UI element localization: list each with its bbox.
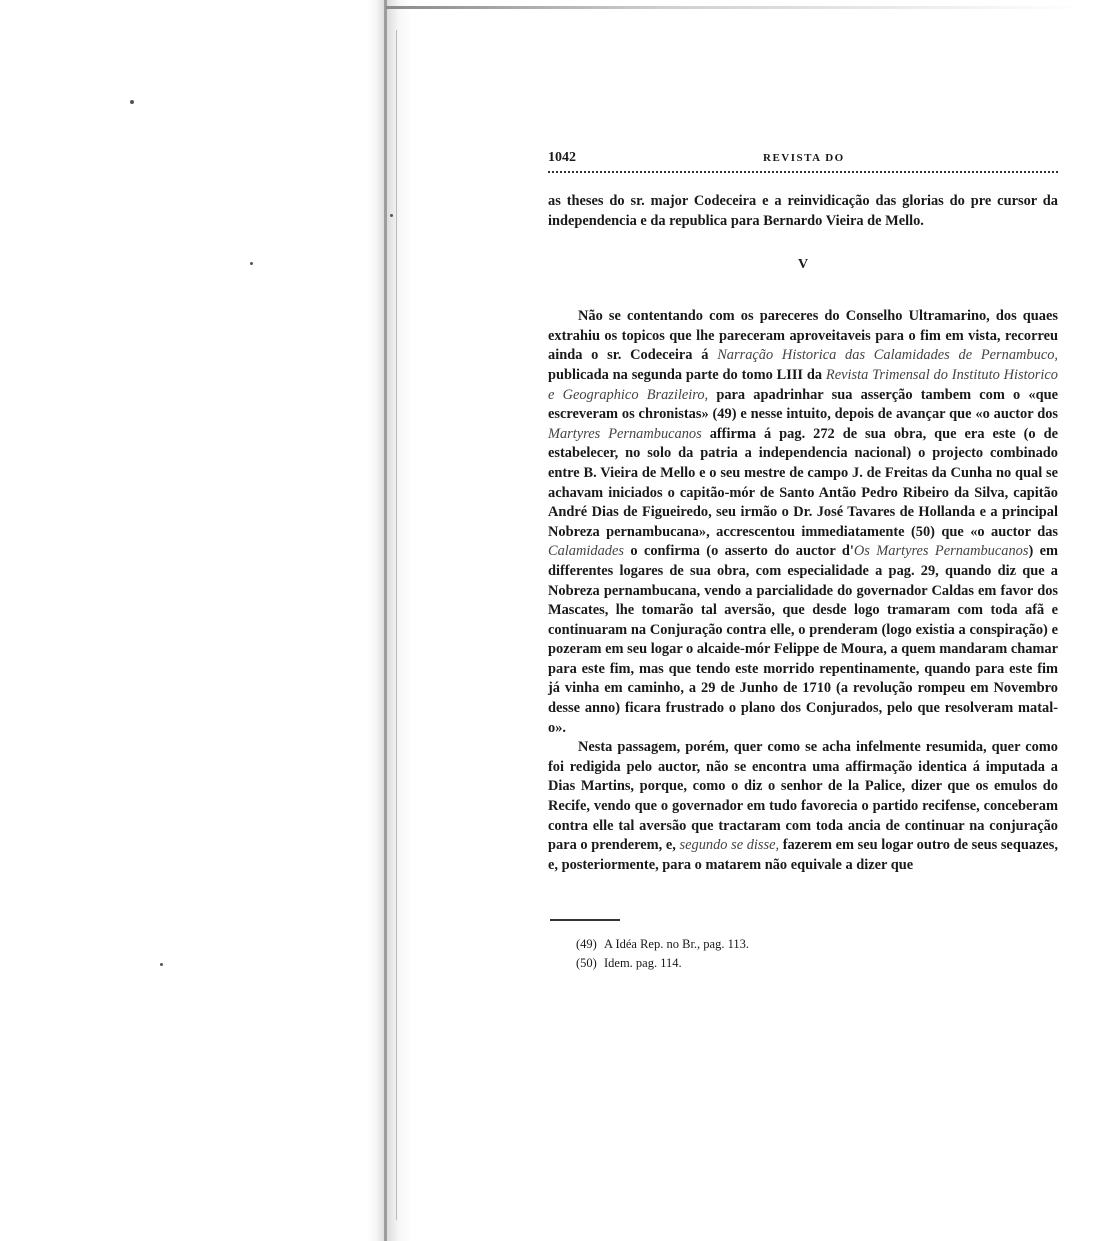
book-gutter: [368, 0, 412, 1241]
paragraph-text: para apadrinhar sua asserção tambem com o «que escreveram os chronistas» (49) e nesse intuito, depois de avançar que «o auctor dos: [548, 386, 1058, 423]
footnote-rule: [550, 919, 620, 921]
section-number: V: [797, 257, 809, 273]
footnote-number: (49): [576, 937, 597, 952]
paragraph-text: affirma á pag. 272 de sua obra, que era este (o de estabelecer, no solo da patria a independencia nacional) o projecto combinado entre B. Vieira de Mello e o seu mestre de campo J. de Freitas da Cunha no qual se achavam iniciados o capitão-mór de Santo Antão Pedro Ribeiro da Silva, capitão André Dias de Figueiredo, seu irmão o Dr. José Tavares de Hollanda e a principal Nobreza pernambucana», accrescentou immediatamente (50) que «o auctor das: [548, 425, 1058, 540]
scan-speck: [390, 214, 393, 217]
footnote: [576, 954, 1058, 973]
footnote-text: Idem. pag. 114.: [604, 956, 682, 971]
paragraph-2: [548, 738, 1058, 875]
scan-speck: [130, 100, 134, 104]
paragraph-1: [548, 307, 1058, 738]
paragraph-text: publicada na segunda parte do tomo LIII da: [548, 366, 826, 383]
footnote: [576, 935, 1058, 954]
footnote-number: (50): [576, 956, 597, 971]
binding-shadow: [384, 0, 387, 1241]
journal-title: REVISTA DO: [763, 152, 845, 164]
book-page: [548, 146, 1058, 973]
paragraph-text: Não se contentando com os pareceres do Conselho Ultramarino, dos quaes extrahiu os topicos que lhe pareceram aproveitaveis para o fim em vista, recorreu ainda o sr. Codeceira á: [548, 308, 1058, 364]
paragraph-text: fazerem em seu logar outro de seus sequazes, e, posteriormente, para o matarem não equivale a dizer que: [548, 837, 1058, 873]
top-page-edge: [386, 6, 1086, 9]
italic-title: Martyres Pernambucanos: [548, 425, 702, 442]
scan-speck: [250, 262, 253, 265]
running-head: [548, 146, 1058, 170]
italic-title: Revista Trimensal do Instituto Historico e Geographico Brazileiro,: [548, 366, 1058, 403]
footnote-text: A Idéa Rep. no Br., pag. 113.: [604, 937, 750, 952]
italic-title: Os Martyres Pernambucanos: [853, 543, 1029, 560]
italic-title: Narração Historica das Calamidades de Pernambuco,: [717, 347, 1059, 364]
header-rule: [548, 171, 1058, 173]
italic-phrase: segundo se disse,: [679, 837, 780, 854]
page-number: 1042: [548, 150, 576, 165]
paragraph-text: Nesta passagem, porém, quer como se acha infelmente resumida, quer como foi redigida pelo auctor, não se encontra uma affirmação identica á imputada a Dias Martins, porque, como o diz o senhor de la Palice, dizer que os emulos do Recife, vendo que o governador em tudo favorecia o partido recifense, conceberam contra elle tal aversão que tractaram com toda ancia de continuar na conjuração para o prenderem, e,: [548, 739, 1058, 854]
paragraph-text: ) em differentes logares de sua obra, com especialidade a pag. 29, quando diz que a Nobreza pernambucana, vendo a parcialidade do governador Caldas em favor dos Mascates, lhe tomarão tal aversão, que desde logo tramaram com toda afã e continuaram na Conjuração contra elle, o prenderam (logo existia a conspiração) e pozeram em seu logar o alcaide-mór Felippe de Moura, a quem mandaram chamar para este fim, mas que tendo este morrido repentinamente, quando para este fim já vinha em caminho, a 29 de Junho de 1710 (a revolução rompeu em Novembro desse anno) ficara frustrado o plano dos Conjurados, pelo que resolveram matal-o».: [548, 543, 1058, 736]
scan-speck: [160, 963, 163, 966]
footnotes: [548, 935, 1058, 973]
paragraph-text: o confirma (o asserto do auctor d': [623, 543, 854, 560]
italic-title: Calamidades: [548, 543, 624, 560]
intro-paragraph: as theses do sr. major Codeceira e a reinvidicação das glorias do pre cursor da independencia e da republica para Bernardo Vieira de Mello.: [548, 193, 1058, 229]
page-edge-line: [396, 30, 397, 1220]
